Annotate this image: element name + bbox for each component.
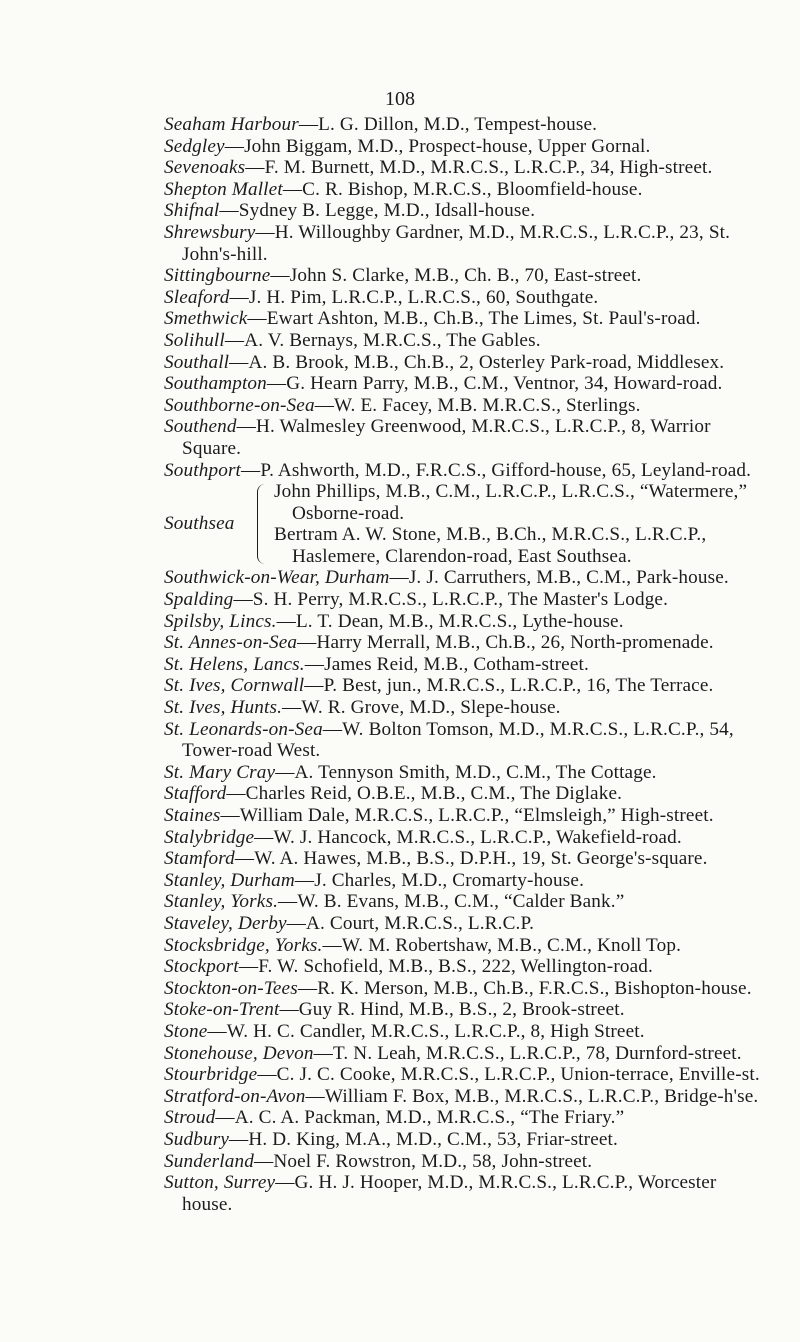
entry-place: St. Ives, Hunts. [164, 697, 283, 719]
entry-place: Sittingbourne [164, 265, 271, 287]
entry-place: Southport [164, 459, 242, 481]
directory-entry [164, 1107, 764, 1129]
entry-separator: — [247, 308, 267, 330]
directory-entry [164, 179, 764, 201]
entry-details: A. C. A. Packman, M.D., M.R.C.S., “The Friary.” [234, 1107, 625, 1129]
entry-details: J. H. Pim, L.R.C.P., L.R.C.S., 60, Southgate. [248, 286, 599, 308]
entry-separator: — [282, 697, 302, 719]
entry-separator: — [282, 178, 303, 200]
directory-entry [164, 913, 764, 935]
entry-details: W. H. C. Candler, M.R.C.S., L.R.C.P., 8, High Street. [226, 1020, 645, 1042]
directory-entry [164, 1043, 764, 1065]
entry-place: Sevenoaks [164, 157, 246, 179]
directory-entry [164, 935, 764, 957]
entry-place: Southsea [164, 513, 235, 535]
entry-details: P. Ashworth, M.D., F.R.C.S., Gifford-house, 65, Leyland-road. [260, 459, 752, 481]
directory-entry [164, 999, 764, 1021]
entry-separator: — [233, 589, 253, 611]
directory-entry [164, 956, 764, 978]
entry-details: J. Charles, M.D., Cromarty-house. [314, 869, 585, 891]
entry-place: Southwick-on-Wear, Durham [164, 567, 390, 589]
directory-entry [164, 330, 764, 352]
entry-details: H. D. King, M.A., M.D., C.M., 53, Friar-street. [248, 1128, 618, 1150]
directory-entry [164, 460, 764, 482]
entry-details: J. J. Carruthers, M.B., C.M., Park-house. [408, 567, 729, 589]
directory-entry [164, 287, 764, 309]
entry-separator: — [207, 1020, 227, 1042]
directory-entry [164, 395, 764, 417]
entry-place: Sleaford [164, 286, 230, 308]
entry-separator: — [278, 891, 298, 913]
southsea-line: Bertram A. W. Stone, M.B., B.Ch., M.R.C.S., L.R.C.P., Haslemere, Clarendon-road, East Southsea. [274, 524, 707, 567]
entry-details: F. W. Schofield, M.B., B.S., 222, Wellington-road. [258, 956, 653, 978]
entry-details: P. Best, jun., M.R.C.S., L.R.C.P., 16, The Terrace. [323, 675, 714, 697]
entry-details: R. K. Merson, M.B., Ch.B., F.R.C.S., Bishopton-house. [317, 977, 752, 999]
directory-entry [164, 827, 764, 849]
directory-entry [164, 632, 764, 654]
entry-details: F. M. Burnett, M.D., M.R.C.S., L.R.C.P., 34, High-street. [264, 157, 713, 179]
directory-entry [164, 870, 764, 892]
entry-place: Sedgley [164, 135, 225, 157]
entry-place: Stockport [164, 956, 239, 978]
directory-entry [164, 222, 764, 265]
entry-separator: — [322, 934, 342, 956]
entry-separator: — [275, 761, 295, 783]
entry-separator: — [238, 956, 259, 978]
directory-entry [164, 1086, 764, 1108]
entry-separator: — [298, 114, 319, 135]
directory-entry [164, 567, 764, 589]
entries-list-b [164, 567, 764, 1215]
entry-details: Guy R. Hind, M.B., B.S., 2, Brook-street. [298, 999, 625, 1021]
directory-entry [164, 654, 764, 676]
entry-details: H. Willoughby Gardner, M.D., M.R.C.S., L.R.C.P., 23, St. John's-hill. [182, 221, 731, 265]
entry-separator: — [241, 459, 261, 481]
entry-place: Stockton-on-Tees [164, 977, 298, 999]
entry-place: St. Helens, Lancs. [164, 653, 305, 675]
directory-entry [164, 891, 764, 913]
entry-details: A. Tennyson Smith, M.D., C.M., The Cottage. [294, 761, 657, 783]
entry-details: W. R. Grove, M.D., Slepe-house. [301, 697, 561, 719]
directory-entry [164, 1172, 764, 1215]
entry-details: A. B. Brook, M.B., Ch.B., 2, Osterley Park-road, Middlesex. [248, 351, 725, 373]
entry-separator: — [276, 610, 296, 632]
directory-entry [164, 675, 764, 697]
entry-place: Southampton [164, 373, 267, 395]
entry-place: Staveley, Derby [164, 912, 287, 934]
directory-entry [164, 265, 764, 287]
entry-place: Stone [164, 1020, 208, 1042]
entry-place: Shrewsbury [164, 221, 256, 243]
directory-entry [164, 805, 764, 827]
directory-entry [164, 1064, 764, 1086]
curly-brace [257, 484, 272, 564]
entry-separator: — [286, 912, 306, 934]
directory-entries [164, 114, 764, 1215]
directory-entry [164, 719, 764, 762]
entry-separator: — [229, 351, 249, 373]
entry-separator: — [389, 567, 409, 589]
entry-separator: — [304, 653, 325, 675]
entry-place: Stamford [164, 848, 235, 870]
entry-details: W. M. Robertshaw, M.B., C.M., Knoll Top. [341, 934, 682, 956]
entry-separator: — [275, 1172, 295, 1194]
directory-entry [164, 136, 764, 158]
entry-separator: — [226, 783, 246, 805]
entry-place: Sutton, Surrey [164, 1172, 276, 1194]
directory-entry [164, 1021, 764, 1043]
southsea-lines [274, 481, 764, 567]
entry-details: Charles Reid, O.B.E., M.B., C.M., The Diglake. [245, 783, 623, 805]
southsea-group [164, 481, 764, 567]
entry-separator: — [215, 1107, 235, 1129]
entry-separator: — [229, 1128, 249, 1150]
entry-place: Stonehouse, Devon [164, 1042, 314, 1064]
entry-details: L. T. Dean, M.B., M.R.C.S., Lythe-house. [295, 610, 624, 632]
entry-separator: — [257, 1064, 277, 1086]
entry-place: Staines [164, 805, 221, 826]
entry-details: H. Walmesley Greenwood, M.R.C.S., L.R.C.P., 8, Warrior Square. [182, 416, 711, 459]
entry-place: Spilsby, Lincs. [164, 610, 277, 632]
entry-place: Sudbury [164, 1128, 230, 1150]
directory-entry [164, 416, 764, 459]
entry-separator: — [297, 632, 317, 654]
entry-separator: — [313, 1042, 333, 1064]
entry-details: W. J. Hancock, M.R.C.S., L.R.C.P., Wakefield-road. [273, 826, 682, 848]
entry-place: Smethwick [164, 308, 248, 330]
entry-details: G. H. J. Hooper, M.D., M.R.C.S., L.R.C.P., Worcester house. [182, 1172, 717, 1215]
entry-separator: — [224, 329, 245, 351]
entry-separator: — [219, 200, 239, 222]
entry-separator: — [314, 394, 335, 416]
entry-separator: — [236, 416, 256, 438]
entry-details: L. G. Dillon, M.D., Tempest-house. [318, 114, 598, 135]
entry-place: St. Annes-on-Sea [164, 632, 298, 654]
directory-entry [164, 589, 764, 611]
entry-place: Southall [164, 351, 230, 373]
entry-place: Stourbridge [164, 1064, 258, 1086]
page-number: 108 [385, 88, 415, 110]
entry-place: Shifnal [164, 200, 220, 222]
entry-details: C. R. Bishop, M.R.C.S., Bloomfield-house. [302, 178, 643, 200]
entries-list-a [164, 114, 764, 481]
entry-details: Sydney B. Legge, M.D., Idsall-house. [238, 200, 536, 222]
entry-details: Ewart Ashton, M.B., Ch.B., The Limes, St. Paul's-road. [266, 308, 701, 330]
entry-separator: — [220, 805, 240, 826]
directory-entry [164, 308, 764, 330]
entry-details: William Dale, M.R.C.S., L.R.C.P., “Elmsleigh,” High-street. [239, 805, 714, 826]
entry-details: W. E. Facey, M.B. M.R.C.S., Sterlings. [334, 394, 641, 416]
entry-place: Stoke-on-Trent [164, 999, 280, 1021]
entry-details: W. B. Evans, M.B., C.M., “Calder Bank.” [297, 891, 625, 913]
entry-place: Shepton Mallet [164, 178, 283, 200]
entry-place: St. Leonards-on-Sea [164, 718, 323, 740]
entry-place: Stalybridge [164, 826, 255, 848]
entry-separator: — [224, 135, 245, 157]
entry-separator: — [234, 848, 255, 870]
entry-details: John S. Clarke, M.B., Ch. B., 70, East-street. [289, 265, 642, 287]
entry-separator: — [253, 1150, 274, 1172]
entry-separator: — [255, 221, 275, 243]
southsea-line: John Phillips, M.B., C.M., L.R.C.P., L.R.C.S., “Watermere,” Osborne-road. [274, 481, 748, 524]
entry-details: James Reid, M.B., Cotham-street. [324, 653, 589, 675]
entry-details: A. Court, M.R.C.S., L.R.C.P. [306, 912, 535, 934]
directory-entry [164, 978, 764, 1000]
entry-separator: — [279, 999, 299, 1021]
entry-separator: — [266, 373, 287, 395]
entry-separator: — [229, 286, 249, 308]
entry-separator: — [305, 1085, 325, 1107]
directory-entry [164, 114, 764, 136]
directory-entry [164, 200, 764, 222]
directory-entry [164, 848, 764, 870]
entry-details: W. Bolton Tomson, M.D., M.R.C.S., L.R.C.P., 54, Tower-road West. [182, 718, 734, 762]
entry-place: Stocksbridge, Yorks. [164, 934, 323, 956]
entry-details: Harry Merrall, M.B., Ch.B., 26, North-promenade. [316, 632, 714, 654]
entry-place: Stanley, Durham [164, 869, 295, 891]
entry-place: Sunderland [164, 1150, 254, 1172]
entry-details: C. J. C. Cooke, M.R.C.S., L.R.C.P., Union-terrace, Enville-st. [276, 1064, 760, 1086]
entry-place: Stafford [164, 783, 227, 805]
directory-entry [164, 762, 764, 784]
entry-details: G. Hearn Parry, M.B., C.M., Ventnor, 34, Howard-road. [286, 373, 723, 395]
entry-place: Stanley, Yorks. [164, 891, 279, 913]
directory-entry [164, 157, 764, 179]
directory-entry [164, 697, 764, 719]
entry-place: Stratford-on-Avon [164, 1085, 306, 1107]
entry-place: Southborne-on-Sea [164, 394, 315, 416]
directory-entry [164, 1129, 764, 1151]
entry-details: John Biggam, M.D., Prospect-house, Upper Gornal. [244, 135, 651, 157]
entry-separator: — [304, 675, 324, 697]
entry-place: Solihull [164, 329, 225, 351]
entry-place: Seaham Harbour [164, 114, 299, 135]
entry-details: William F. Box, M.B., M.R.C.S., L.R.C.P., Bridge-h'se. [324, 1085, 759, 1107]
directory-entry [164, 1151, 764, 1173]
entry-place: St. Mary Cray [164, 761, 276, 783]
entry-separator: — [322, 718, 343, 740]
directory-entry [164, 373, 764, 395]
entry-place: Stroud [164, 1107, 216, 1129]
entry-details: W. A. Hawes, M.B., B.S., D.P.H., 19, St. George's-square. [254, 848, 708, 870]
entry-separator: — [270, 265, 290, 287]
entry-place: Spalding [164, 589, 234, 611]
entry-details: Noel F. Rowstron, M.D., 58, John-street. [273, 1150, 593, 1172]
directory-entry [164, 352, 764, 374]
entry-details: A. V. Bernays, M.R.C.S., The Gables. [244, 329, 541, 351]
entry-place: Southend [164, 416, 237, 438]
entry-details: T. N. Leah, M.R.C.S., L.R.C.P., 78, Durnford-street. [332, 1042, 742, 1064]
entry-separator: — [254, 826, 274, 848]
entry-place: St. Ives, Cornwall [164, 675, 305, 697]
entry-details: S. H. Perry, M.R.C.S., L.R.C.P., The Master's Lodge. [252, 589, 669, 611]
directory-entry [164, 783, 764, 805]
entry-separator: — [297, 977, 318, 999]
entry-separator: — [294, 869, 315, 891]
entry-separator: — [245, 157, 265, 179]
directory-entry [164, 611, 764, 633]
